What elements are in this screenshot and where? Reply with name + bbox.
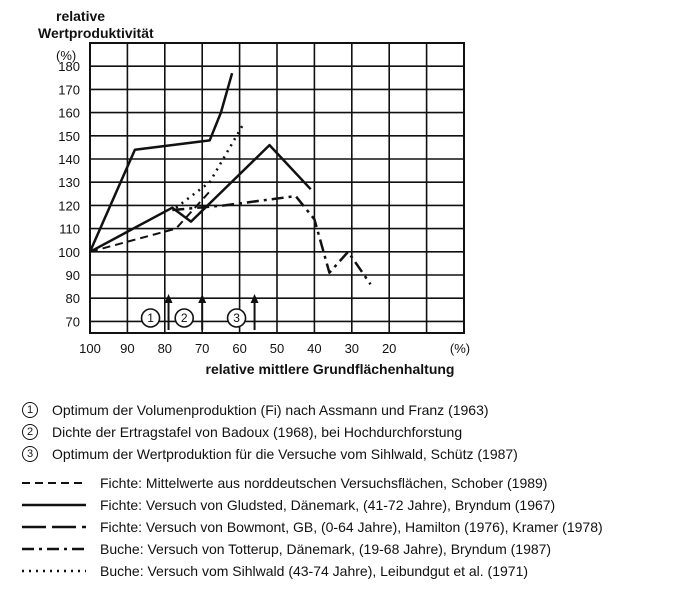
y-tick-label: 80	[65, 291, 80, 307]
y-axis-title-line2: Wertproduktivität	[38, 25, 154, 41]
x-tick-label: 20	[381, 341, 397, 356]
legend-series-5	[22, 563, 528, 579]
number-circle-icon: 2	[22, 424, 38, 440]
x-tick-label: 60	[232, 341, 247, 356]
x-tick-label: 80	[157, 341, 173, 356]
legend-numbered-3	[22, 446, 518, 462]
legend-series-label: Fichte: Versuch von Gludsted, Dänemark, (41-72 Jahre), Bryndum (1967)	[100, 497, 556, 513]
x-axis-unit: (%)	[449, 341, 471, 356]
y-tick-label: 120	[58, 198, 80, 214]
y-tick-label: 160	[58, 105, 80, 121]
marker-label-2: 2	[180, 311, 188, 325]
series-line-5	[176, 124, 243, 208]
series-line-3	[90, 73, 232, 252]
marker-label-3: 3	[233, 311, 240, 325]
x-tick-label: 40	[307, 341, 322, 356]
x-tick-label: 100	[79, 341, 101, 356]
legend-numbered-text: Dichte der Ertragstafel von Badoux (1968), bei Hochdurchforstung	[52, 424, 463, 440]
solid-line-icon	[22, 500, 86, 510]
legend-series-3	[22, 519, 603, 535]
legend-numbered-1	[22, 402, 489, 418]
y-axis-unit: (%)	[56, 48, 77, 63]
y-tick-label: 130	[58, 175, 80, 191]
y-tick-label: 90	[65, 268, 80, 283]
y-tick-label: 110	[59, 221, 80, 237]
legend-numbered-text: Optimum der Volumenproduktion (Fi) nach Assmann und Franz (1963)	[52, 402, 489, 418]
legend-series-4	[22, 541, 551, 557]
x-axis-title: relative mittlere Grundflächenhaltung	[205, 361, 455, 377]
marker-label-1: 1	[147, 311, 154, 325]
number-circle-icon: 3	[22, 446, 38, 462]
dotted-line-icon	[22, 566, 86, 576]
y-tick-label: 100	[58, 244, 80, 260]
dashed-line-icon	[22, 478, 86, 488]
x-tick-label: 30	[344, 341, 360, 356]
x-tick-label: 90	[120, 341, 135, 356]
legend-numbered-2	[22, 424, 462, 440]
legend-series-label: Fichte: Versuch von Bowmont, GB, (0-64 Jahre), Hamilton (1976), Kramer (1978)	[100, 519, 603, 535]
legend-series-1	[22, 475, 547, 491]
legend-series-label: Buche: Versuch von Totterup, Dänemark, (19-68 Jahre), Bryndum (1987)	[100, 541, 552, 557]
number-circle-icon: 1	[22, 402, 38, 418]
y-tick-label: 170	[58, 82, 80, 98]
y-axis-title-line1: relative	[56, 8, 106, 24]
long-dash-line-icon	[22, 522, 86, 532]
legend-numbered-text: Optimum der Wertproduktion für die Versuche vom Sihlwald, Schütz (1987)	[52, 446, 518, 462]
legend-series-2	[22, 497, 555, 513]
y-tick-label: 180	[58, 59, 80, 75]
x-tick-label: 70	[194, 341, 210, 356]
x-tick-label: 50	[269, 341, 285, 356]
legend-series-label: Fichte: Mittelwerte aus norddeutschen Versuchsflächen, Schober (1989)	[100, 475, 548, 491]
legend-series-label: Buche: Versuch vom Sihlwald (43-74 Jahre), Leibundgut et al. (1971)	[100, 563, 529, 579]
y-tick-label: 70	[65, 314, 80, 330]
y-tick-label: 140	[58, 152, 80, 167]
dash-dot-line-icon	[22, 544, 86, 554]
y-tick-label: 150	[58, 128, 80, 144]
